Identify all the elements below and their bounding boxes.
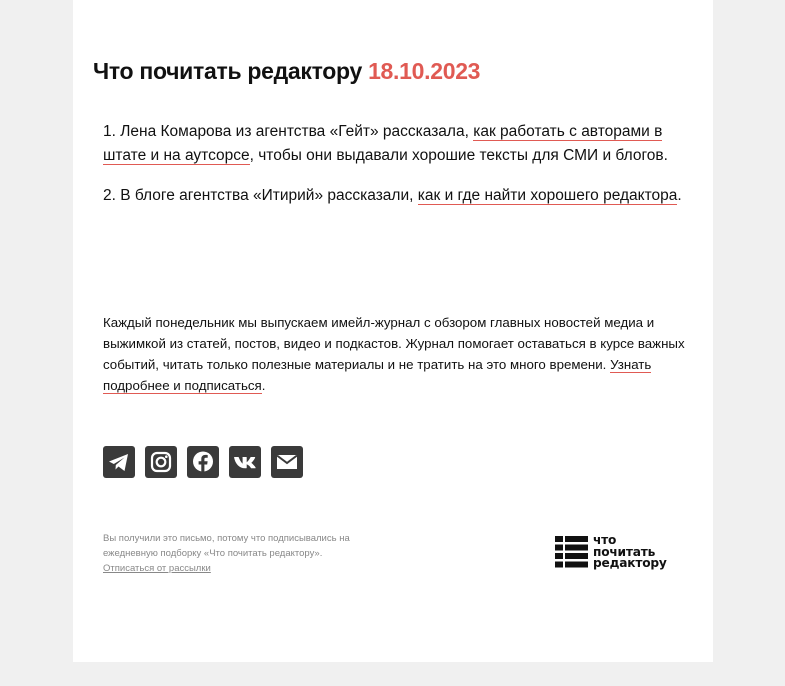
email-card	[73, 0, 713, 662]
logo-line: редактору	[593, 556, 667, 570]
item-text: , чтобы они выдавали хорошие тексты для СМИ и блогов.	[249, 147, 668, 164]
article-list	[103, 120, 688, 224]
facebook-icon[interactable]	[187, 446, 219, 478]
item-text: .	[677, 187, 682, 204]
brand-logo[interactable]	[555, 535, 667, 570]
logo-mark-icon	[555, 535, 588, 569]
logo-line: почитать	[593, 544, 656, 559]
article-link[interactable]: как и где найти хорошего редактора	[417, 187, 678, 204]
vk-icon[interactable]	[229, 446, 261, 478]
logo-wordmark	[593, 535, 667, 570]
logo-line: что	[593, 533, 617, 547]
list-item	[103, 184, 688, 208]
about-text: Каждый понедельник мы выпускаем имейл-журнал с обзором главных новостей медиа и выжимкой из статей, постов, видео и подкастов. Журнал помогает оставаться в курсе важных событий, читать только полезные материалы и не тратить на это много времени.	[103, 315, 685, 372]
subscribe-link[interactable]: Узнать подробнее и подписаться	[103, 357, 652, 393]
issue-date: 18.10.2023	[368, 58, 481, 84]
instagram-icon[interactable]	[145, 446, 177, 478]
list-item	[103, 120, 688, 168]
about-paragraph	[103, 312, 688, 396]
unsubscribe-link[interactable]: Отписаться от рассылки	[103, 563, 211, 574]
page-title	[93, 58, 480, 85]
legal-notice	[103, 531, 403, 576]
legal-text: Вы получили это письмо, потому что подписывались на ежедневную подборку «Что почитать редактору».	[103, 533, 350, 559]
item-text: 2. В блоге агентства «Итирий» рассказали,	[103, 187, 418, 204]
email-icon[interactable]	[271, 446, 303, 478]
article-link[interactable]: как работать с авторами в штате и на аутсорсе	[103, 123, 663, 164]
title-text: Что почитать редактору	[93, 58, 362, 84]
about-end: .	[261, 378, 266, 393]
social-links	[103, 446, 303, 478]
telegram-icon[interactable]	[103, 446, 135, 478]
item-text: 1. Лена Комарова из агентства «Гейт» рассказала,	[103, 123, 474, 140]
